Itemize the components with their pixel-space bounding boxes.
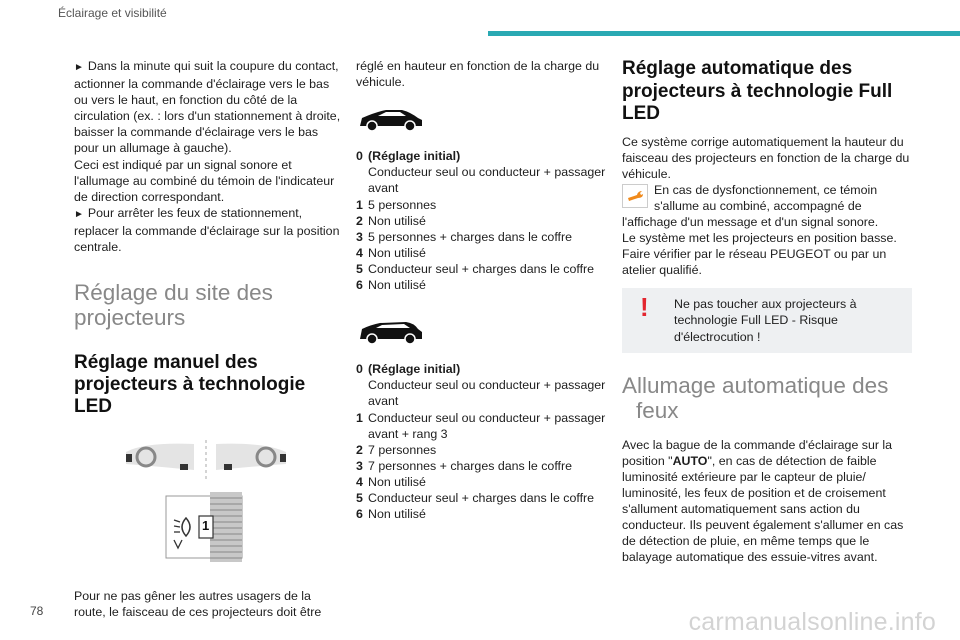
- section-title-auto-full-led: Réglage automatique des projecteurs à technologie Full LED: [622, 58, 893, 124]
- paragraph-signal: Ceci est indiqué par un signal sonore et l'allumage au combiné du témoin de l'indicateur de direction correspondant.: [74, 157, 335, 204]
- list-item: 5 Conducteur seul + charges dans le coffre: [356, 261, 595, 276]
- list-item: 5 Conducteur seul + charges dans le coffre: [356, 490, 595, 505]
- car-mpv-icon: [356, 317, 426, 347]
- column-3: [622, 58, 912, 565]
- column-1: [74, 58, 346, 620]
- section-title-auto-lights: Allumage automatique des feux: [622, 372, 889, 423]
- section-title-headlamp-adjust: Réglage du site des projecteurs: [74, 280, 273, 331]
- steering-wheel-icon: [74, 430, 346, 580]
- list-item: 2 7 personnes: [356, 442, 437, 457]
- dial-label: 1: [202, 518, 210, 534]
- list-item: 0 (Réglage initial): [356, 149, 461, 164]
- paragraph-auto-lights: Avec la bague de la commande d'éclairage sur la position "AUTO", en cas de détection de faible luminosité extérieure par le capteur de pluie/ luminosité, les feux de position et de croisement s'allument automatiquement sans action du conducteur. Ils peuvent également s'allumer en cas de détection de pluie, en même temps que le balayage automatique des essuie-vitres avant.: [622, 437, 904, 565]
- load-settings-list-7-seats: [356, 361, 614, 522]
- car-suv-icon: [356, 104, 426, 134]
- paragraph-malfunction: En cas de dysfonctionnement, ce témoin s'allume au combiné, accompagné de l'affichage d'un message et d'un signal sonore.: [622, 182, 879, 229]
- paragraph-stop-lights: ► Pour arrêter les feux de stationnement, replacer la commande d'éclairage sur la position centrale.: [74, 205, 340, 255]
- paragraph-parking-lights: ► Dans la minute qui suit la coupure du contact, actionner la commande d'éclairage vers le bas ou vers le haut, en fonction du côté de la circulation (ex. : lors d'un stationnement à droite, baisser la commande d'éclairage vers le bas pour un allumage à gauche).: [74, 59, 341, 156]
- load-settings-list-5-seats: [356, 148, 614, 293]
- list-item: Conducteur seul ou conducteur + passager avant: [368, 165, 606, 196]
- column-2: [356, 58, 614, 522]
- list-item: 2 Non utilisé: [356, 213, 426, 228]
- headlamp-adjust-illustration: [74, 430, 346, 580]
- bullet-triangle-icon: ►: [74, 208, 84, 220]
- section-header: Éclairage et visibilité: [58, 6, 167, 20]
- bullet-triangle-icon: ►: [74, 62, 84, 73]
- list-item: 1 Conducteur seul ou conducteur + passager avant + rang 3: [356, 410, 606, 441]
- list-item: Conducteur seul ou conducteur + passager avant: [368, 378, 606, 409]
- list-item: 0 (Réglage initial): [356, 362, 461, 377]
- watermark: carmanualsonline.info: [688, 608, 936, 636]
- paragraph-height-adjust: réglé en hauteur en fonction de la charge du véhicule.: [356, 59, 600, 90]
- paragraph-auto-correct: Ce système corrige automatiquement la hauteur du faisceau des projecteurs en fonction de la charge du véhicule.: [622, 134, 910, 181]
- warning-box: [622, 288, 912, 352]
- list-item: 1 5 personnes: [356, 197, 437, 212]
- paragraph-check-network: Faire vérifier par le réseau PEUGEOT ou par un atelier qualifié.: [622, 247, 887, 278]
- page-number: 78: [30, 604, 44, 618]
- warning-text: Ne pas toucher aux projecteurs à technologie Full LED - Risque d'électrocution !: [674, 297, 857, 344]
- header-accent-bar: [488, 31, 960, 36]
- list-item: 6 Non utilisé: [356, 278, 426, 293]
- paragraph-led-intro: Pour ne pas gêner les autres usagers de la route, le faisceau de ces projecteurs doit être: [74, 589, 322, 620]
- subsection-title-manual-led: Réglage manuel des projecteurs à technologie LED: [74, 352, 306, 418]
- list-item: 6 Non utilisé: [356, 507, 426, 522]
- list-item: 3 5 personnes + charges dans le coffre: [356, 229, 573, 244]
- list-item: 4 Non utilisé: [356, 245, 426, 260]
- paragraph-low-position: Le système met les projecteurs en position basse.: [622, 231, 897, 246]
- list-item: 4 Non utilisé: [356, 474, 426, 489]
- warning-exclamation-icon: !: [640, 292, 649, 323]
- wrench-icon: [622, 184, 648, 208]
- list-item: 3 7 personnes + charges dans le coffre: [356, 458, 573, 473]
